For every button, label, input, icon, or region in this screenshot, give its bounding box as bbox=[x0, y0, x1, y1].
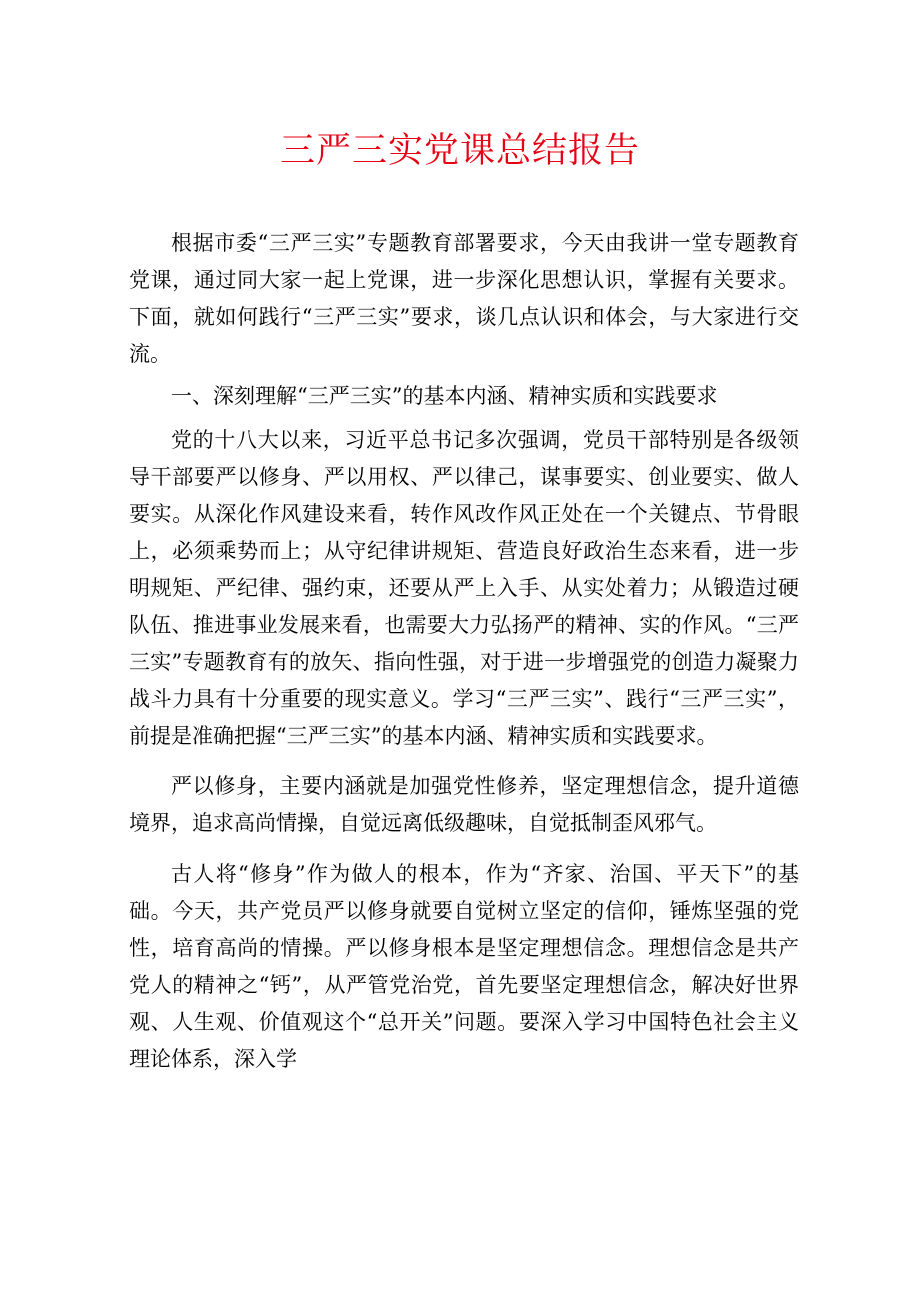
paragraph-self-cultivation: 严以修身，主要内涵就是加强党性修养，坚定理想信念，提升道德境界，追求高尚情操，自觉远离低级趣味，自觉抵制歪风邪气。 bbox=[129, 774, 799, 835]
paragraph-background: 党的十八大以来，习近平总书记多次强调，党员干部特别是各级领导干部要严以修身、严以用权、严以律己，谋事要实、创业要实、做人要实。从深化作风建设来看，转作风改作风正处在一个关键点、节骨眼上，必须乘势而上；从守纪律讲规矩、营造良好政治生态来看，进一步明规矩、严纪律、强约束，还要从严上入手、从实处着力；从锻造过硬队伍、推进事业发展来看，也需要大力弘扬严的精神、实的作风。“三严三实”专题教育有的放矢、指向性强，对于进一步增强党的创造力凝聚力战斗力具有十分重要的现实意义。学习“三严三实”、践行“三严三实”，前提是准确把握“三严三实”的基本内涵、精神实质和实践要求。 bbox=[129, 428, 799, 748]
document-title: 三严三实党课总结报告 bbox=[279, 131, 640, 171]
document-body bbox=[129, 225, 799, 1078]
section-heading-1: 一、深刻理解“三严三实”的基本内涵、精神实质和实践要求 bbox=[171, 384, 718, 408]
paragraph-ancient-wisdom: 古人将“修身”作为做人的根本，作为“齐家、治国、平天下”的基础。今天，共产党员严以修身就要自觉树立坚定的信仰，锤炼坚强的党性，培育高尚的情操。严以修身根本是坚定理想信念。理想信念是共产党人的精神之“钙”，从严管党治党，首先要坚定理想信念，解决好世界观、人生观、价值观这个“总开关”问题。要深入学习中国特色社会主义理论体系，深入学 bbox=[129, 862, 799, 1071]
paragraph-intro: 根据市委“三严三实”专题教育部署要求，今天由我讲一堂专题教育党课，通过同大家一起上党课，进一步深化思想认识，掌握有关要求。下面，就如何践行“三严三实”要求，谈几点认识和体会，与大家进行交流。 bbox=[129, 231, 799, 366]
